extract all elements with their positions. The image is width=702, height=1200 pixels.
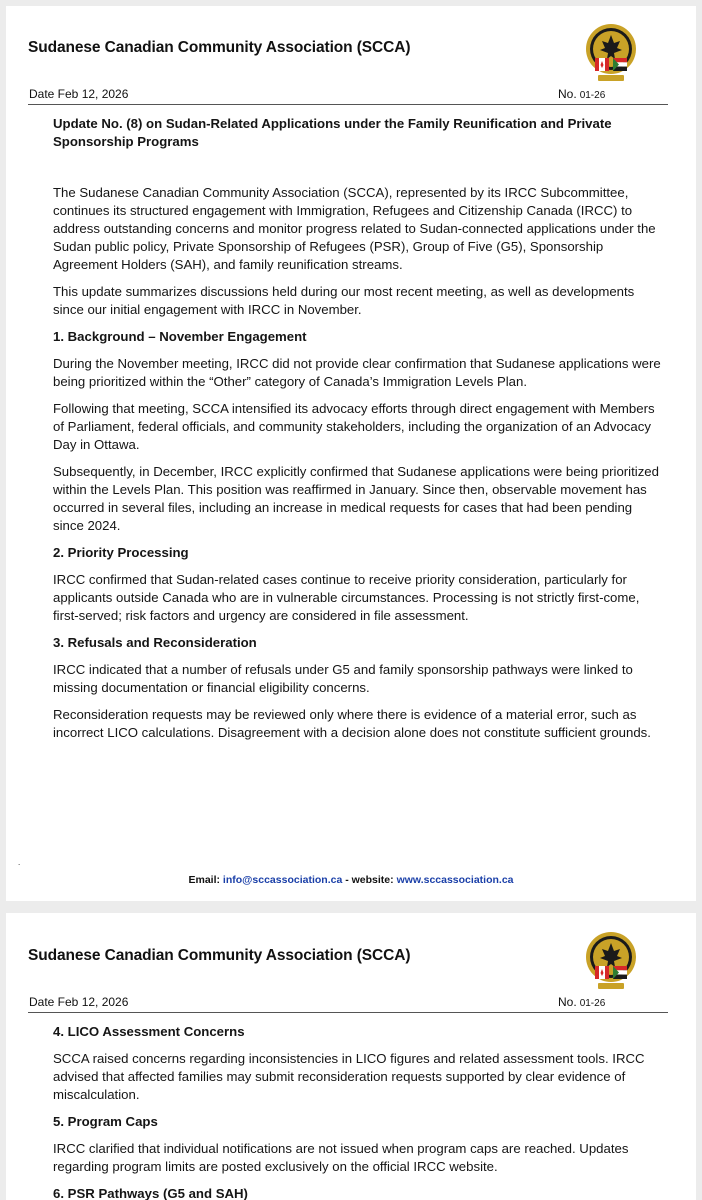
scca-emblem-icon (584, 929, 638, 993)
section-4-paragraph-1: SCCA raised concerns regarding inconsistencies in LICO figures and related assessment tools. IRCC advised that affected families may submit reconsideration requests supported by clear evidence of miscalculation. (53, 1051, 645, 1102)
organization-name: Sudanese Canadian Community Association (SCCA) (28, 947, 411, 964)
document-date: Date Feb 12, 2026 (29, 995, 129, 1009)
update-title: Update No. (8) on Sudan-Related Applications under the Family Reunification and Private Sponsorship Programs (53, 116, 612, 149)
intro-paragraph-2: This update summarizes discussions held during our most recent meeting, as well as developments since our initial engagement with IRCC in November. (53, 284, 635, 317)
intro-paragraph-1: The Sudanese Canadian Community Association (SCCA), represented by its IRCC Subcommittee, continues its structured engagement with Immigration, Refugees and Citizenship Canada (IRCC) to address outstanding concerns and monitor progress related to Sudan-connected applications under the Sudan public policy, Private Sponsorship of Refugees (PSR), Group of Five (G5), Sponsorship Agreement Holders (SAH), and family reunification streams. (53, 185, 656, 272)
footer-email-label: Email: (188, 874, 220, 886)
document-page-1 (6, 6, 696, 901)
stray-mark: . (18, 858, 21, 867)
section-2-heading: 2. Priority Processing (53, 545, 189, 560)
section-3-heading: 3. Refusals and Reconsideration (53, 635, 257, 650)
scca-emblem-icon (584, 21, 638, 85)
page-2-body (53, 1023, 663, 1200)
section-4-heading: 4. LICO Assessment Concerns (53, 1024, 245, 1039)
section-5-paragraph-1: IRCC clarified that individual notifications are not issued when program caps are reached. Updates regarding program limits are posted exclusively on the official IRCC website. (53, 1141, 629, 1174)
footer-website-label: - website: (345, 874, 394, 886)
section-5-heading: 5. Program Caps (53, 1114, 158, 1129)
section-6-heading: 6. PSR Pathways (G5 and SAH) (53, 1186, 248, 1200)
page-footer (6, 874, 696, 886)
section-3-paragraph-2: Reconsideration requests may be reviewed only where there is evidence of a material error, such as incorrect LICO calculations. Disagreement with a decision alone does not constitute sufficient grounds. (53, 707, 651, 740)
section-2-paragraph-1: IRCC confirmed that Sudan-related cases continue to receive priority consideration, particularly for applicants outside Canada who are in vulnerable circumstances. Processing is not strictly first-come, first-served; risk factors and urgency are considered in file assessment. (53, 572, 640, 623)
section-1-paragraph-1: During the November meeting, IRCC did not provide clear confirmation that Sudanese applications were being prioritized within the “Other” category of Canada’s Immigration Levels Plan. (53, 356, 661, 389)
document-date: Date Feb 12, 2026 (29, 87, 129, 101)
section-1-paragraph-3: Subsequently, in December, IRCC explicitly confirmed that Sudanese applications were being prioritized within the Levels Plan. This position was reaffirmed in January. Since then, observable movement has occurred in several files, including an increase in medical requests for cases that had been pending since 2024. (53, 464, 659, 533)
organization-name: Sudanese Canadian Community Association (SCCA) (28, 39, 411, 56)
section-1-paragraph-2: Following that meeting, SCCA intensified its advocacy efforts through direct engagement with Members of Parliament, federal officials, and community stakeholders, including the organization of an Advocacy Day in Ottawa. (53, 401, 655, 452)
document-number (558, 995, 605, 1009)
footer-website-link[interactable]: www.sccassociation.ca (396, 874, 514, 886)
section-1-heading: 1. Background – November Engagement (53, 329, 307, 344)
document-number (558, 87, 605, 101)
section-3-paragraph-1: IRCC indicated that a number of refusals under G5 and family sponsorship pathways were linked to missing documentation or financial eligibility concerns. (53, 662, 633, 695)
document-number-value: 01-26 (579, 90, 606, 101)
page-1-body (53, 115, 663, 751)
header-divider (28, 1012, 668, 1013)
footer-email-link[interactable]: info@sccassociation.ca (222, 874, 343, 886)
header-divider (28, 104, 668, 105)
document-number-label: No. (558, 995, 577, 1009)
document-page-2 (6, 913, 696, 1200)
document-number-value: 01-26 (579, 998, 606, 1009)
document-number-label: No. (558, 87, 577, 101)
